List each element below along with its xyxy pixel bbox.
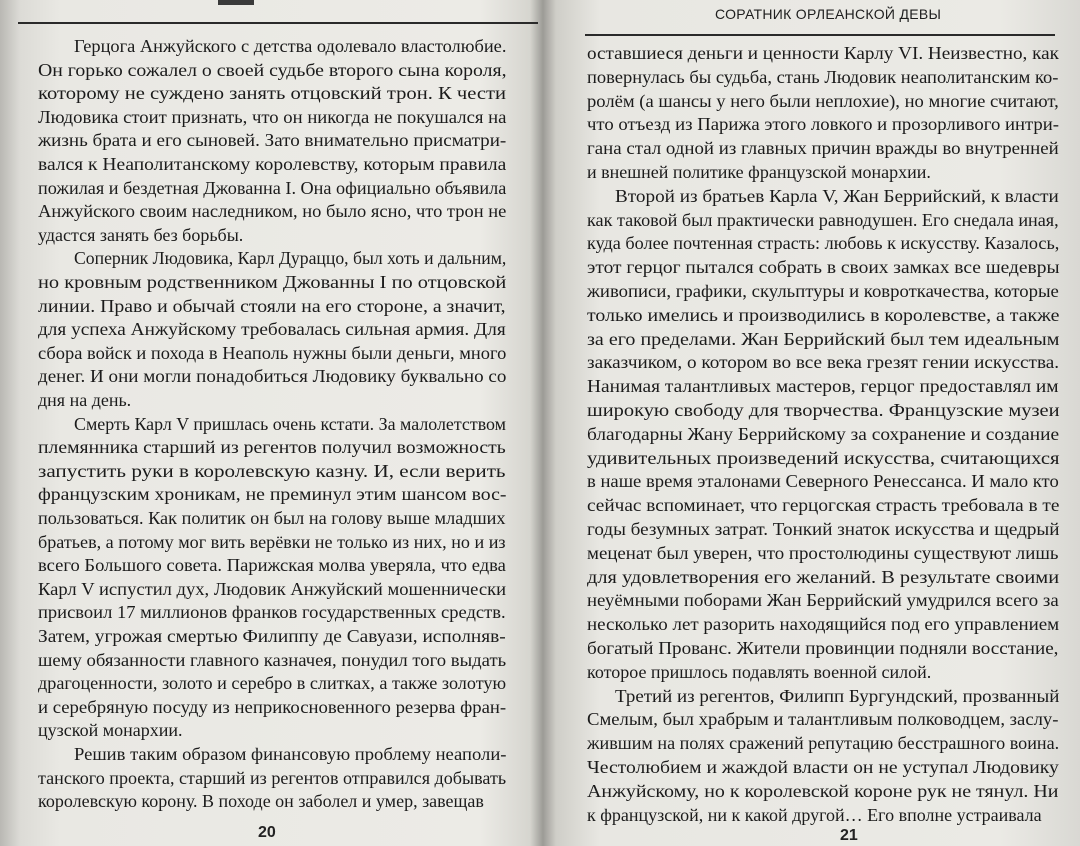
text-line: удивительных произведений искусства, считающихся — [587, 447, 1060, 468]
text-line: Он горько сожалел о своей судьбе второго сына короля, — [38, 59, 507, 80]
text-line: которому не суждено занять отцовский трон. К чести — [38, 83, 507, 104]
text-line: как таковой был практически равнодушен. Его снедала иная, — [587, 209, 1059, 230]
text-line: танского проекта, старший из регентов отправился добывать — [38, 767, 507, 788]
text-line: для удовлетворения его желаний. В результате своими — [587, 566, 1060, 587]
text-line: братьев, а потому мог вить верёвки не только из них, но и из — [38, 531, 506, 552]
text-line: Решив таким образом финансовую проблему неаполи- — [74, 744, 507, 764]
text-line: неуёмными поборами Жан Беррийский умудрился всего за — [587, 590, 1059, 611]
text-line: пользоваться. Как политик он был на голову выше младших — [38, 508, 506, 528]
text-line: удастся занять без борьбы. — [38, 224, 244, 245]
text-line: сбора войск и похода в Неаполь нужны были деньги, много — [38, 342, 507, 363]
text-line: меценат был уверен, что простолюдины существуют лишь — [587, 542, 1059, 563]
text-line: драгоценности, золото и серебро в слитках, а также золотую — [38, 673, 507, 694]
text-line: сейчас вспоминает, что герцогская страсть требовала в те — [587, 495, 1060, 516]
header-rule — [585, 34, 1055, 36]
text-line: Анжуйскому, но к королевской короне рук не тянул. Ни — [587, 780, 1059, 801]
text-line: Герцога Анжуйского с детства одолевало властолюбие. — [74, 36, 507, 56]
text-line: Нанимая талантливых мастеров, герцог предоставлял им — [587, 376, 1059, 397]
text-line: дня на день. — [38, 390, 132, 410]
text-line: богатый Прованс. Жители провинции подняли восстание, — [587, 638, 1059, 658]
text-line: широкую свободу для творчества. Французские музеи — [587, 400, 1060, 420]
running-head: СОРАТНИК ОРЛЕАНСКОЙ ДЕВЫ — [715, 6, 942, 22]
text-line: жизнь брата и его сыновей. Зато внимательно присматри- — [38, 130, 507, 151]
text-line: Людовика стоит признать, что он никогда не покушался на — [38, 106, 507, 127]
text-line: этот герцог пытался собрать в своих замках все шедевры — [587, 257, 1060, 278]
text-line: денег. И они могли понадобиться Людовику буквально со — [38, 366, 507, 387]
text-line: шему обязанности главного казначея, понудил того выдать — [38, 649, 507, 670]
header-mark — [218, 0, 254, 5]
text-line: за его пределами. Жан Беррийский был тем идеальным — [587, 328, 1060, 349]
text-line: оставшиеся деньги и ценности Карлу VI. Неизвестно, как — [587, 43, 1059, 63]
text-line: жившим на полях сражений репутацию бесстрашного воина. — [587, 733, 1060, 754]
text-line: в наше время эталонами Северного Ренессанса. И мало кто — [587, 471, 1059, 492]
text-line: Смерть Карл V пришлась очень кстати. За малолетством — [74, 413, 507, 434]
text-line: живописи, графики, скульптуры и ковроткачества, которые — [587, 281, 1059, 301]
text-line: что отъезд из Парижа этого ловкого и прозорливого интри- — [587, 114, 1060, 135]
text-line: Второй из братьев Карла V, Жан Беррийский, к власти — [615, 185, 1059, 206]
text-line: годы безумных затрат. Тонкий знаток искусства и щедрый — [587, 519, 1060, 539]
text-line: только имелись и производились в королевстве, а также — [587, 304, 1060, 325]
text-line: но кровным родственником Джованны I по отцовской — [38, 272, 507, 292]
text-line: заказчиком, о котором во все века грезят гении искусства. — [587, 352, 1060, 373]
text-line: повернулась бы судьба, стань Людовик неаполитанским ко- — [587, 66, 1059, 87]
text-line: куда более почтенная страсть: любовь к искусству. Казалось, — [587, 233, 1060, 254]
header-rule — [18, 22, 538, 24]
text-line: Соперник Людовика, Карл Дураццо, был хоть и дальним, — [74, 248, 507, 269]
text-line: ролём (а шансы у него были неплохие), но многие считают, — [587, 90, 1059, 111]
text-line: запустить руки в королевскую казну. И, если верить — [38, 460, 506, 481]
page-number: 20 — [258, 824, 276, 841]
text-line: всего Большого совета. Парижская молва уверяла, что едва — [38, 555, 506, 576]
text-line: к французской, ни к какой другой… Его вполне устраивала — [587, 804, 1042, 825]
page-number: 21 — [840, 827, 858, 844]
text-line: Смелым, был храбрым и талантливым полководцем, заслу- — [587, 709, 1059, 730]
text-line: гана стал одной из главных причин вражды во внутренней — [587, 138, 1059, 159]
text-line: вался к Неаполитанскому королевству, которым правила — [38, 154, 507, 174]
text-line: для успеха Анжуйскому требовалась сильная армия. Для — [38, 319, 506, 340]
text-line: Честолюбием и жаждой власти он не уступал Людовику — [587, 757, 1059, 777]
text-line: и внешней политике французской монархии. — [587, 162, 931, 182]
text-line: королевскую корону. В походе он заболел и умер, завещав — [38, 791, 484, 812]
text-line: Третий из регентов, Филипп Бургундский, прозванный — [615, 685, 1060, 706]
text-line: племянника старший из регентов получил возможность — [38, 437, 506, 458]
text-line: несколько лет разорить находящийся под его управлением — [587, 614, 1060, 635]
text-line: которое пришлось подавлять военной силой. — [587, 661, 932, 682]
text-line: линии. Право и обычай стояли на его стороне, а значит, — [38, 295, 506, 316]
right-page — [545, 0, 1080, 846]
text-line: Карл V испустил дух, Людовик Анжуйский мошеннически — [38, 578, 507, 599]
text-line: благодарны Жану Беррийскому за сохранение и создание — [587, 423, 1060, 444]
text-line: и серебряную посуду из неприкосновенного резерва фран- — [38, 696, 507, 717]
text-line: пожилая и бездетная Джованна I. Она официально объявила — [38, 177, 507, 198]
text-line: французским хроникам, не преминул этим шансом вос- — [38, 484, 507, 505]
text-line: Затем, угрожая смертью Филиппу де Савуази, исполняв- — [38, 626, 506, 646]
text-line: присвоил 17 миллионов франков государственных средств. — [38, 602, 506, 623]
text-line: Анжуйского своим наследником, но было ясно, что трон не — [38, 201, 507, 222]
text-line: цузской монархии. — [38, 720, 183, 741]
